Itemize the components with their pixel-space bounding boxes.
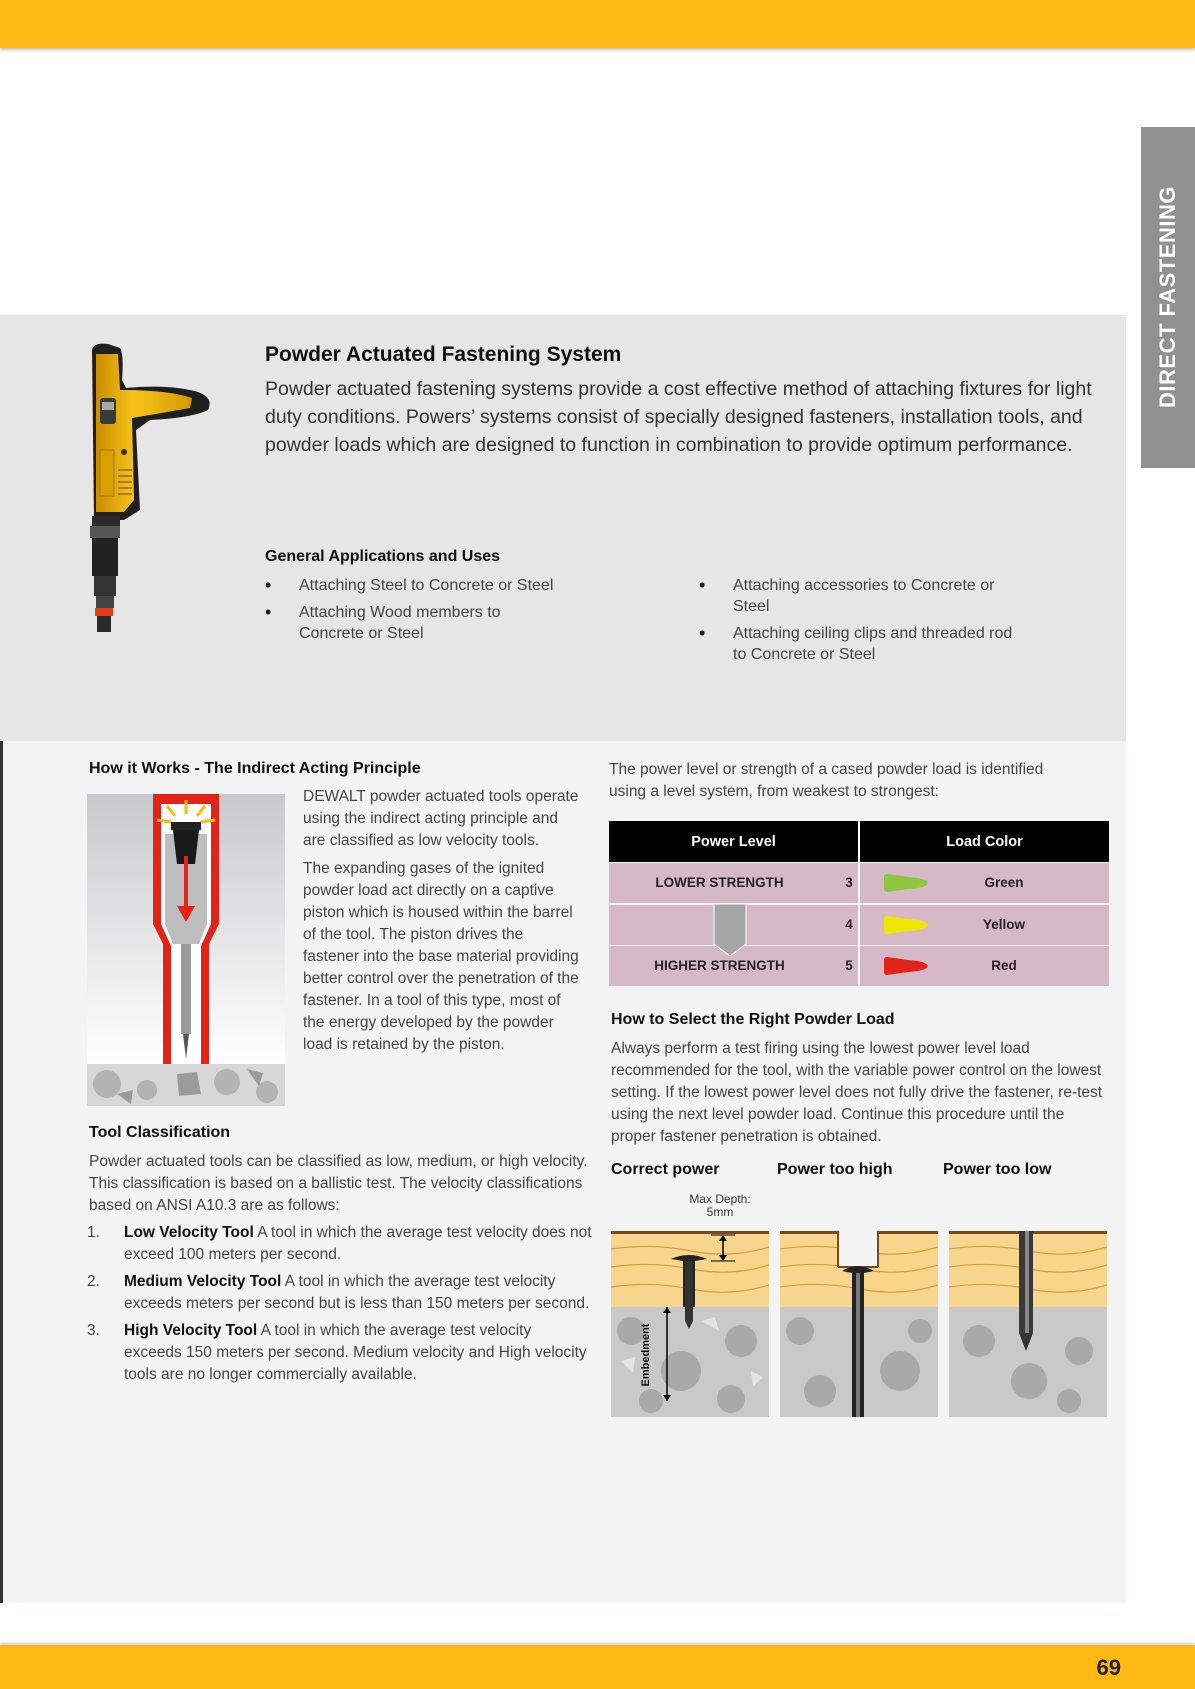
level-number: 4 <box>845 917 853 932</box>
section-tab-label: DIRECT FASTENING <box>1155 186 1180 408</box>
green-load-icon <box>884 873 928 893</box>
power-level-table <box>609 821 1109 986</box>
strength-label: LOWER STRENGTH <box>655 875 784 890</box>
item-text: A tool in which the average test velocity exceeds meters per second but is less than 150 meters per second. <box>124 1273 590 1312</box>
power-level-header: Power Level <box>609 821 858 862</box>
yellow-load-icon <box>884 915 928 935</box>
how-it-works-paragraph-2: The expanding gases of the ignited powder load act directly on a captive piston which is housed within the barrel of the tool. The piston drives the fastener into the base material providing better control over the penetration of the fastener. In a tool of this type, most of the energy developed by the powder load is retained by the piston. <box>303 860 579 1053</box>
how-it-works-heading: How it Works - The Indirect Acting Principle <box>89 760 421 777</box>
list-item <box>87 1271 592 1315</box>
correct-power-diagram <box>611 1231 769 1417</box>
power-level-intro: The power level or strength of a cased powder load is identified using a level system, from weakest to strongest: <box>609 761 1044 800</box>
load-color-label: Yellow <box>982 917 1026 932</box>
top-accent-bar <box>0 0 1195 48</box>
item-term: Medium Velocity Tool <box>124 1273 282 1290</box>
list-item: • Attaching ceiling clips and threaded rod to Concrete or Steel <box>699 623 1029 665</box>
indirect-acting-diagram <box>87 794 285 1106</box>
selection-heading: How to Select the Right Powder Load <box>611 1011 895 1028</box>
list-item: • Attaching Steel to Concrete or Steel <box>265 575 565 596</box>
strength-arrow-icon <box>712 904 748 956</box>
how-it-works-paragraph-1: DEWALT powder actuated tools operate using the indirect acting principle and are classified as low velocity tools. <box>303 788 579 849</box>
tool-classification-body: Powder actuated tools can be classified as low, medium, or high velocity. This classification is based on a ballistic test. The velocity classifications based on ANSI A10.3 are as follows: <box>89 1153 588 1214</box>
power-too-high-diagram <box>780 1231 938 1417</box>
level-number: 5 <box>845 958 853 973</box>
bottom-accent-bar <box>0 1645 1195 1689</box>
velocity-class-list <box>87 1222 592 1391</box>
selection-body: Always perform a test firing using the lowest power level load recommended for the tool, with the variable power control on the lowest setting. If the lowest power level does not fully drive the fastener, re-test using the next level powder load. Continue this procedure until the proper fastener penetration is obtained. <box>611 1040 1103 1145</box>
max-depth-label <box>680 1193 760 1219</box>
item-number: 1. <box>87 1224 100 1241</box>
item-term: Low Velocity Tool <box>124 1224 254 1241</box>
nail-gun-image <box>80 340 220 640</box>
item-text: A tool in which the average test velocity exceeds 150 meters per second. Medium velocity and High velocity tools are no longer commercially available. <box>124 1322 587 1383</box>
section-tab[interactable] <box>1141 127 1195 468</box>
power-too-low-label: Power too low <box>943 1161 1052 1178</box>
list-item <box>87 1222 592 1266</box>
load-color-label: Green <box>984 875 1024 890</box>
item-term: High Velocity Tool <box>124 1322 258 1339</box>
list-item <box>87 1320 592 1386</box>
correct-power-label: Correct power <box>611 1161 720 1178</box>
tool-classification-heading: Tool Classification <box>89 1124 231 1141</box>
applications-heading: General Applications and Uses <box>265 548 501 565</box>
item-text: A tool in which the average test velocity does not exceed 100 meters per second. <box>124 1224 592 1263</box>
page-number: 69 <box>1096 1655 1121 1680</box>
power-too-high-label: Power too high <box>777 1161 893 1178</box>
strength-label: HIGHER STRENGTH <box>654 958 785 973</box>
load-color-header: Load Color <box>860 821 1109 862</box>
level-number: 3 <box>845 875 853 890</box>
item-number: 3. <box>87 1322 100 1339</box>
intro-title: Powder Actuated Fastening System <box>265 343 622 366</box>
power-too-low-diagram <box>949 1231 1107 1417</box>
red-load-icon <box>884 956 928 976</box>
item-number: 2. <box>87 1273 100 1290</box>
intro-body: Powder actuated fastening systems provide a cost effective method of attaching fixtures for light duty conditions. Powers’ systems consist of specially designed fasteners, installation tools, and powder loads which are designed to function in combination to provide optimum performance. <box>265 378 1092 456</box>
column-divider <box>858 821 860 986</box>
load-color-label: Red <box>991 958 1017 973</box>
applications-list-left <box>265 575 565 650</box>
max-depth-line-2: 5mm <box>706 1205 734 1219</box>
embedment-label: Embedment <box>640 1323 652 1387</box>
applications-list-right <box>699 575 1029 671</box>
list-item: • Attaching Wood members to Concrete or Steel <box>265 602 565 644</box>
max-depth-line-1: Max Depth: <box>689 1192 751 1206</box>
list-item: • Attaching accessories to Concrete or Steel <box>699 575 1029 617</box>
